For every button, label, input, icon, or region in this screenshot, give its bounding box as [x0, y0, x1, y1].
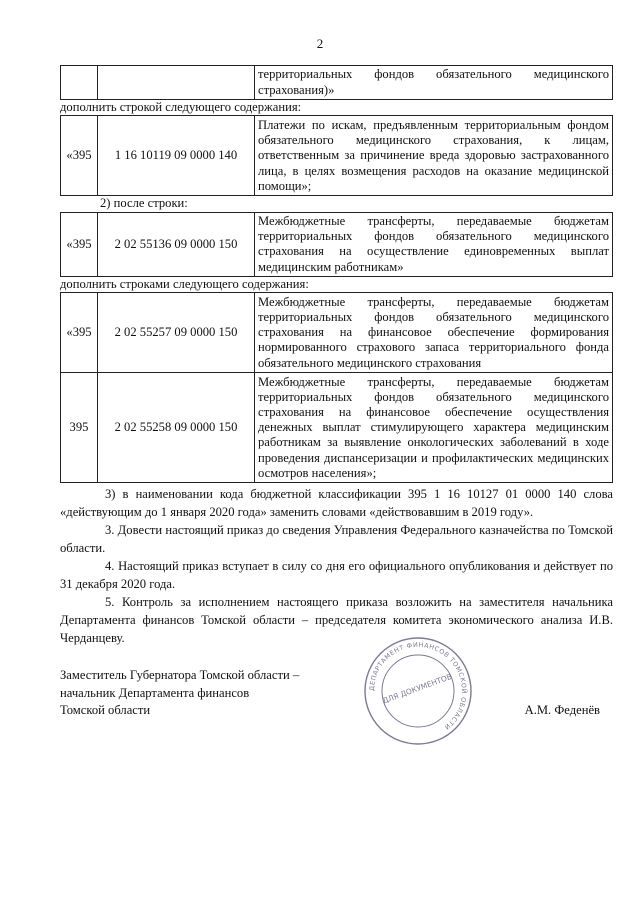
- table-row: [61, 293, 613, 373]
- cell-admin-code: «395: [61, 293, 98, 373]
- signatory-position-line2: начальник Департамента финансов: [60, 685, 250, 700]
- paragraph-5-control: 5. Контроль за исполнением настоящего приказа возложить на заместителя начальника Департамента финансов Томской области – председателя комитета экономического анализа И.В. Черданцеву.: [60, 595, 613, 646]
- cell-description: Межбюджетные трансферты, передаваемые бюджетам территориальных фондов обязательного медицинского страхования на финансовое обеспечение осуществления денежных выплат стимулирующего характера медицинским работникам за выявление онкологических заболеваний в ходе проведения диспансеризации и профилактических медицинских осмотров населения»;: [255, 373, 613, 483]
- cell-admin-code: 395: [61, 373, 98, 483]
- code-table-3: [60, 292, 613, 483]
- code-table-1: [60, 115, 613, 196]
- page-number: 2: [316, 36, 324, 51]
- paragraph-4-effective: 4. Настоящий приказ вступает в силу со дня его официального опубликования и действует по 31 декабря 2020 года.: [60, 559, 613, 592]
- cell-budget-code: 2 02 55136 09 0000 150: [98, 212, 255, 276]
- addition-text-1: дополнить строкой следующего содержания:: [60, 100, 302, 114]
- cell-budget-code: 2 02 55258 09 0000 150: [98, 373, 255, 483]
- code-table-2: [60, 212, 613, 277]
- after-row-text: 2) после строки:: [100, 196, 188, 211]
- cell-description: Межбюджетные трансферты, передаваемые бюджетам территориальных фондов обязательного медицинского страхования на финансовое обеспечение формирования нормированного страхового запаса территориального фонда обязательного медицинского страхования: [255, 293, 613, 373]
- stamp-ring-text: ДЕПАРТАМЕНТ ФИНАНСОВ ТОМСКОЙ ОБЛАСТИ: [367, 640, 469, 732]
- cell-admin-code: «395: [61, 116, 98, 196]
- cell-admin-code: [61, 66, 98, 100]
- signatory-position-line3: Томской области: [60, 703, 151, 717]
- order-paragraphs: [60, 485, 613, 647]
- cell-admin-code: «395: [61, 212, 98, 276]
- table-row: [61, 66, 613, 100]
- table-row: [61, 116, 613, 196]
- cell-budget-code: [98, 66, 255, 100]
- stamp-center-text: ДЛЯ ДОКУМЕНТОВ: [381, 671, 454, 706]
- code-table-top: [60, 65, 613, 100]
- cell-description: территориальных фондов обязательного медицинского страхования)»: [255, 66, 613, 100]
- signatory-position-line1: Заместитель Губернатора Томской области –: [60, 668, 300, 682]
- signatory-name: А.М. Феденёв: [524, 703, 600, 717]
- table-row: [61, 212, 613, 276]
- cell-description: Платежи по искам, предъявленным территориальным фондом обязательного медицинского страхования, к лицам, ответственным за причинение вреда здоровью застрахованного лица, в целях возмещения расходов на оказание медицинской помощи»;: [255, 116, 613, 196]
- cell-budget-code: 2 02 55257 09 0000 150: [98, 293, 255, 373]
- cell-budget-code: 1 16 10119 09 0000 140: [98, 116, 255, 196]
- paragraph-3-notify: 3. Довести настоящий приказ до сведения Управления Федерального казначейства по Томской области.: [60, 523, 613, 556]
- table-row: [61, 373, 613, 483]
- cell-description: Межбюджетные трансферты, передаваемые бюджетам территориальных фондов обязательного медицинского страхования на осуществление единовременных выплат медицинским работникам»: [255, 212, 613, 276]
- paragraph-3-budget-code: 3) в наименовании кода бюджетной классификации 395 1 16 10127 01 0000 140 слова «действующим до 1 января 2020 года» заменить словами «действовавшим в 2019 году».: [60, 487, 613, 520]
- addition-text-2: дополнить строками следующего содержания:: [60, 276, 309, 291]
- document-body: [60, 65, 613, 647]
- signature-block: [60, 667, 620, 720]
